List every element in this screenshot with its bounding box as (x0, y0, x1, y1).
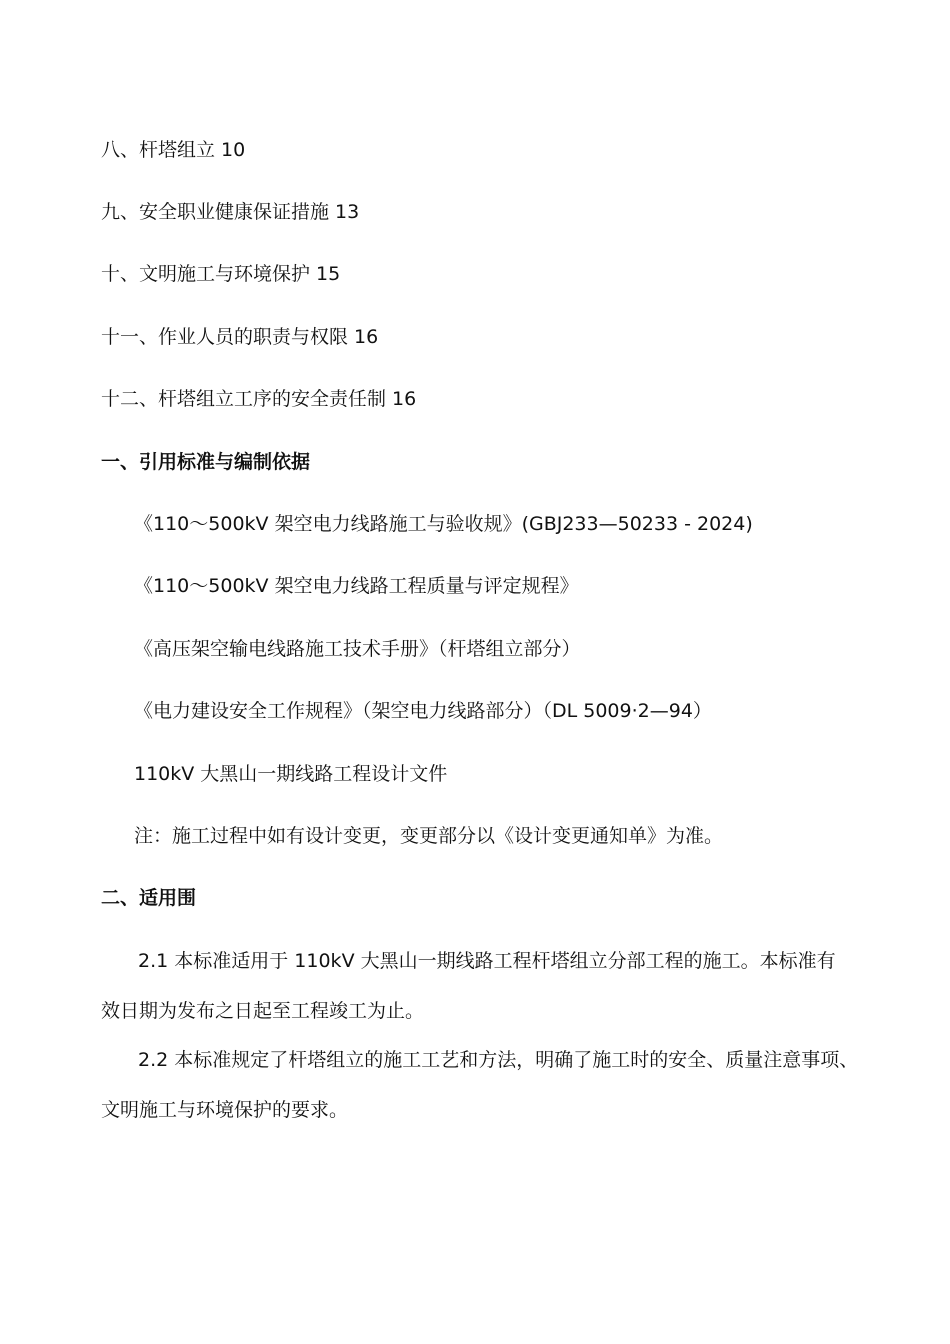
paragraph-2-2-line-1: 2.2 本标准规定了杆塔组立的施工工艺和方法，明确了施工时的安全、质量注意事项、 (138, 1049, 859, 1071)
reference-item: 《110～500kV 架空电力线路工程质量与评定规程》 (134, 575, 579, 597)
toc-item-8: 八、杆塔组立 10 (101, 139, 246, 161)
reference-item: 110kV 大黑山一期线路工程设计文件 (134, 763, 448, 785)
paragraph-2-1-line-1: 2.1 本标准适用于 110kV 大黑山一期线路工程杆塔组立分部工程的施工。本标准有 (138, 950, 836, 972)
toc-item-11: 十一、作业人员的职责与权限 16 (101, 326, 379, 348)
toc-item-12: 十二、杆塔组立工序的安全责任制 16 (101, 388, 417, 410)
reference-item: 《110～500kV 架空电力线路施工与验收规》(GBJ233—50233 - 2024) (134, 513, 753, 535)
paragraph-2-2-line-2: 文明施工与环境保护的要求。 (101, 1099, 349, 1121)
section-heading-scope: 二、适用围 (101, 887, 197, 909)
paragraph-2-1-line-2: 效日期为发布之日起至工程竣工为止。 (101, 1000, 425, 1022)
reference-item: 《电力建设安全工作规程》（架空电力线路部分）（DL 5009·2—94） (134, 700, 712, 722)
section-heading-references: 一、引用标准与编制依据 (101, 451, 311, 473)
note-text: 注：施工过程中如有设计变更，变更部分以《设计变更通知单》为准。 (134, 825, 724, 847)
toc-item-10: 十、文明施工与环境保护 15 (101, 263, 341, 285)
reference-item: 《高压架空输电线路施工技术手册》（杆塔组立部分） (134, 638, 581, 660)
toc-item-9: 九、安全职业健康保证措施 13 (101, 201, 360, 223)
